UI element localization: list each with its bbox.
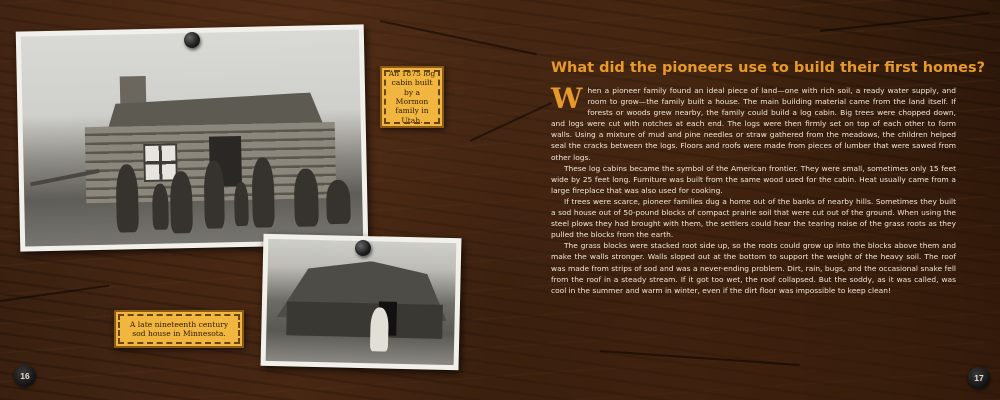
page-heading: What did the pioneers use to build their first homes?: [551, 60, 986, 76]
pioneer-figure: [294, 168, 319, 226]
drop-cap: W: [551, 82, 583, 115]
pushpin-icon: [184, 32, 200, 48]
log-cabin-photo: [16, 24, 369, 251]
pioneer-figure: [170, 171, 193, 233]
wood-crack: [470, 102, 552, 142]
pioneer-figure: [234, 182, 249, 226]
wood-crack: [600, 350, 800, 366]
pioneer-figure: [251, 157, 274, 227]
pioneer-figure: [326, 180, 351, 224]
cabin-chimney: [120, 76, 147, 105]
photo-caption-sod-house: [114, 310, 244, 348]
page-number-right: 17: [968, 367, 990, 389]
paragraph-text: hen a pioneer family found an ideal piece of land—one with rich soil, a ready water supply, and room to grow—the family built a house. The main building material came from the land itself. If forests or woods grew nearby, the family could build a log cabin. Big trees were chopped down, and logs were cut with notches at each end. The logs were then firmly set on top of each other to form walls. Using a mixture of mud and pine needles or straw gathered from the meadows, the children helped seal the cracks between the logs. Floors and roofs were made from pieces of lumber that were sawed from other logs.: [551, 86, 956, 162]
wood-crack: [0, 285, 109, 302]
pioneer-figure: [152, 184, 169, 230]
wood-crack: [380, 20, 537, 55]
wood-crack: [820, 12, 989, 32]
paragraph: The grass blocks were stacked root side up, so the roots could grow up into the blocks above them and make the walls stronger. Walls sloped out at the bottom to support the weight of the heavy soil. The roof was made from strips of sod and was a never-ending problem. Dirt, rain, bugs, and the occasional snake fell from the roof in a steady stream. If it got too wet, the roof collapsed. But the soddy, as it was called, was cool in the summer and warm in winter, even if the dirt floor was impossible to keep clean!: [551, 241, 956, 295]
pioneer-figure: [116, 164, 139, 232]
caption-text: An 1875 log cabin built by a Mormon family in Utah.: [388, 68, 436, 125]
sod-wall: [286, 301, 443, 339]
pioneer-figure: [203, 160, 224, 228]
page-number-left: 16: [14, 365, 36, 387]
body-text: [551, 82, 956, 296]
paragraph: If trees were scarce, pioneer families dug a home out of the banks of nearby hills. Sometimes they built a sod house out of 50-pound blocks of compact prairie soil that were cut out of the ground. When using the steel plows they had brought with them, the settlers could hear the tearing noise of the grass roots as they pulled the blocks from the earth.: [551, 196, 956, 240]
sod-house-figure: [370, 307, 389, 351]
photo-caption-log-cabin: [380, 66, 444, 128]
paragraph: These log cabins became the symbol of the American frontier. They were small, sometimes only 15 feet wide by 25 feet long. Furniture was built from the same wood used for the cabin. Heat usually came from a large fireplace that was also used for cooking.: [551, 163, 956, 195]
paragraph: [551, 82, 956, 163]
caption-text: A late nineteenth century sod house in Minnesota.: [129, 319, 229, 338]
pushpin-icon: [355, 240, 371, 256]
